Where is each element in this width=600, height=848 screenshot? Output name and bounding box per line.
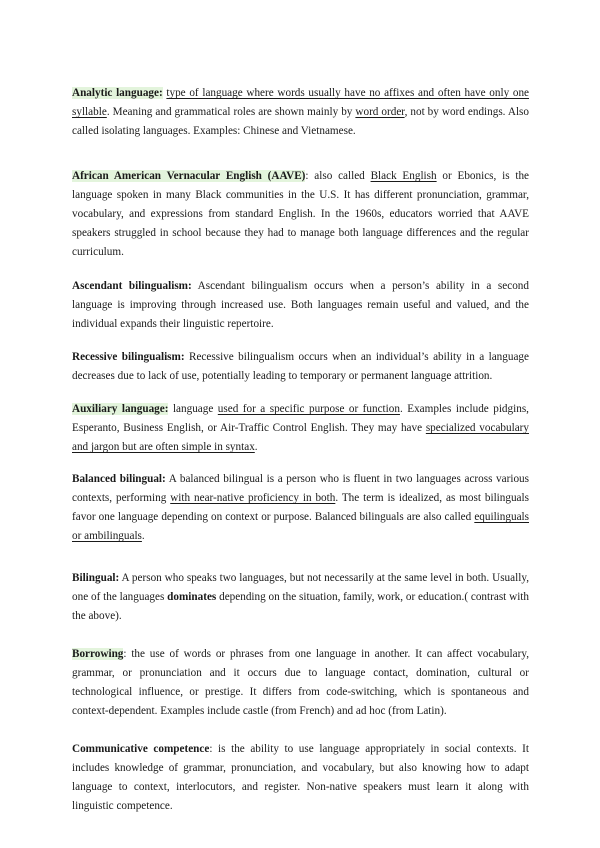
definition-text: : also called bbox=[305, 170, 371, 182]
glossary bbox=[72, 84, 529, 816]
underlined-phrase: word order bbox=[355, 106, 405, 118]
glossary-term: Balanced bilingual: bbox=[72, 473, 166, 485]
bold-phrase: dominates bbox=[167, 591, 217, 603]
glossary-term: Analytic language: bbox=[72, 87, 163, 99]
glossary-entry bbox=[72, 348, 529, 386]
definition-text: depending on the situation, family, work, or education.( contrast with the above). bbox=[72, 591, 530, 622]
glossary-entry bbox=[72, 277, 529, 334]
definition-text: . bbox=[141, 530, 145, 542]
definition-text: A person who speaks two languages, but not necessarily at the same level in both. Usually, one of the languages bbox=[72, 572, 529, 603]
glossary-entry bbox=[72, 167, 529, 262]
glossary-entry bbox=[72, 645, 529, 721]
glossary-term: Auxiliary language: bbox=[72, 403, 169, 415]
glossary-term: Ascendant bilingualism: bbox=[72, 280, 192, 292]
glossary-entry bbox=[72, 400, 529, 457]
definition-text: : the use of words or phrases from one language in another. It can affect vocabulary, grammar, or pronunciation and it occurs due to language contact, domination, cultural or technological influence, or prestige. It differs from code-switching, which is spontaneous and context-dependent. Examples include castle (from French) and ad hoc (from Latin). bbox=[72, 648, 529, 717]
underlined-phrase: specialized vocabulary and jargon but are often simple in syntax bbox=[72, 422, 529, 453]
glossary-entry bbox=[72, 84, 529, 141]
definition-text: A balanced bilingual is a person who is fluent in two languages across various contexts, performing bbox=[72, 473, 529, 504]
definition-text: . bbox=[254, 441, 258, 453]
underlined-phrase: equilinguals or ambilinguals bbox=[72, 511, 529, 542]
definition-text: Ascendant bilingualism occurs when a person’s ability in a second language is improving through increased use. Both languages remain useful and valued, and the individual expands their linguistic repertoire. bbox=[72, 280, 529, 330]
glossary-term: Recessive bilingualism: bbox=[72, 351, 185, 363]
definition-text: . Examples include pidgins, Esperanto, Business English, or Air-Traffic Control English. They may have bbox=[72, 403, 529, 434]
glossary-entry bbox=[72, 740, 529, 816]
glossary-entry bbox=[72, 470, 529, 546]
underlined-phrase: used for a specific purpose or function bbox=[217, 403, 400, 415]
definition-text: . The term is idealized, as most bilinguals favor one language depending on context or purpose. Balanced bilinguals are also called bbox=[72, 492, 529, 523]
definition-text: , not by word endings. Also called isolating languages. Examples: Chinese and Vietnamese. bbox=[72, 106, 530, 137]
glossary-term: Borrowing bbox=[72, 648, 124, 660]
glossary-term: Communicative competence bbox=[72, 743, 210, 755]
glossary-term: Bilingual: bbox=[72, 572, 120, 584]
definition-text: . Meaning and grammatical roles are shown mainly by bbox=[106, 106, 356, 118]
definition-text: : is the ability to use language appropriately in social contexts. It includes knowledge of grammar, pronunciation, and vocabulary, but also knowing how to adapt language to context, interlocutors, and register. Non-native speakers must learn it along with linguistic competence. bbox=[72, 743, 530, 812]
underlined-phrase: Black English bbox=[370, 170, 437, 182]
glossary-term: African American Vernacular English (AAVE) bbox=[72, 170, 306, 182]
glossary-entry bbox=[72, 569, 529, 626]
underlined-phrase: type of language where words usually have no affixes and often have only one syllable bbox=[72, 87, 530, 118]
definition-text: Recessive bilingualism occurs when an individual’s ability in a language decreases due to lack of use, potentially leading to temporary or permanent language attrition. bbox=[72, 351, 529, 382]
definition-text: language bbox=[168, 403, 218, 415]
underlined-phrase: with near-native proficiency in both bbox=[170, 492, 336, 504]
definition-text: or Ebonics, is the language spoken in many Black communities in the U.S. It has different pronunciation, grammar, vocabulary, and expressions from standard English. In the 1960s, educators worried that AAVE speakers struggled in school because they had to manage both language differences and the regular curriculum. bbox=[72, 170, 530, 258]
